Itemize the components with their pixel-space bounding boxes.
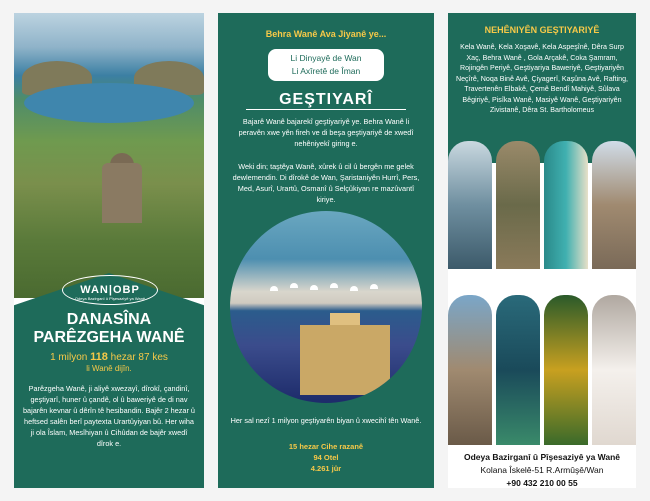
tourism-para3: Her sal nezî 1 milyon geştiyarên biyan û xwecihî tên Wanê. [230, 416, 422, 425]
minaret-photo [448, 295, 492, 445]
left-panel-footer-bg [14, 273, 204, 488]
umbrella-shape [350, 286, 358, 291]
chamber-address: Kolana Îskelê-51 R.Armûşê/Wan [480, 465, 604, 475]
church-photo [592, 141, 636, 269]
motto-line1: Li Dinyayê de Wan [290, 53, 362, 63]
fortress-landscape-photo [14, 13, 204, 298]
right-panel [448, 13, 636, 488]
population-bold: 118 [90, 351, 108, 363]
stat-rooms: 4.261 jûr [310, 464, 342, 473]
logo-text: WAN|OBP [80, 284, 140, 296]
population-prefix: 1 milyon [50, 352, 91, 363]
hotel-building-shape [300, 325, 390, 395]
left-title [14, 311, 204, 347]
beach-hotel-photo [230, 211, 422, 403]
chamber-phone: +90 432 210 00 55 [506, 478, 578, 488]
title-divider [246, 109, 406, 110]
left-title-line1: DANASÎNA [66, 311, 152, 328]
population-stat [14, 351, 204, 363]
chamber-name: Odeya Bazirganî û Pîşesaziyê ya Wanê [463, 452, 621, 462]
population-note: li Wanê dijîn. [86, 364, 132, 373]
church-ruin-shape [102, 163, 142, 223]
van-cat-photo [592, 295, 636, 445]
umbrella-shape [270, 286, 278, 291]
population-suffix: hezar 87 kes [107, 352, 168, 363]
middle-panel [218, 13, 434, 488]
tourism-para2: Weki din; taştêya Wanê, xûrek û cil û bergên me gelek dewlemendin. Di dîrokê de Wan, Şaristaniyên Hurrî, Pers, Med, Asurî, Urartû, Osmanî û Selçûkiyan re mazûvantî kiriye. [232, 162, 420, 204]
underwater-photo [496, 295, 540, 445]
boat-lake-photo [544, 141, 588, 269]
left-title-line2: PARÊZGEHA WANÊ [33, 329, 185, 346]
motto-line2: Li Axîretê de Îman [291, 66, 361, 76]
left-body-text: Parêzgeha Wanê, ji aliyê xwezayî, dîrokî, çandinî, geştiyarî, huner û çandê, ol û baweriyê de di nav bajarên kevnar û dêrîn tê hesibandin. Bajêr 2 hezar û heftsed salên berî paytexta Urartûyiyan bû. Her wiha ji ola Îslam, Mesîhiyan û Cihûdan de bajêr xwedî dîrok e. [23, 384, 195, 448]
umbrella-shape [310, 285, 318, 290]
attractions-heading: NEHÊNIYÊN GEŞTIYARIYÊ [484, 25, 600, 35]
umbrella-shape [290, 283, 298, 288]
flowers-photo [544, 295, 588, 445]
umbrella-shape [370, 284, 378, 289]
stat-hotels: 94 Otel [313, 453, 339, 462]
wan-obp-logo [62, 275, 158, 305]
left-panel [14, 13, 204, 488]
logo-subtext: Odeya Bazirganî û Pîşesaziyê ya Wanê [74, 296, 146, 301]
tagline: Behra Wanê Ava Jiyanê ye... [265, 29, 387, 39]
tourism-stats [218, 441, 434, 474]
lake-shape [24, 83, 194, 123]
stat-beds: 15 hezar Cihe razanê [288, 442, 364, 451]
motto-pill [268, 49, 384, 81]
fish-photo [448, 141, 492, 269]
tourism-para1: Bajarê Wanê bajarekî geştiyariyê ye. Behra Wanê li peravên xwe yên fireh ve di beşa geştiyariyê de xwedî nehêniyekî giring e. [238, 117, 414, 148]
attractions-list: Kela Wanê, Kela Xoşavê, Kela Aspeşînê, Dêra Surp Xaç, Behra Wanê , Gola Arçakê, Coka Şamram, Rojingên Periyê, Geştiyariya Baweriyê, Geştiyariyên Neçîrê, Noqa Binê Avê, Çiyagerî, Kaşûna Avê, Rafting, Travertenên Elbakê, Çemê Bendî Mahiyê, Sûlava Bêgiriyê, Pisîka Wanê, Masiyê Wanê, Geştiyariyên Zivistanê, Dêra St. Bartholomeus [455, 43, 629, 114]
tourism-title: GEŞTIYARÎ [279, 91, 373, 108]
umbrella-shape [330, 283, 338, 288]
canyon-photo [496, 141, 540, 269]
